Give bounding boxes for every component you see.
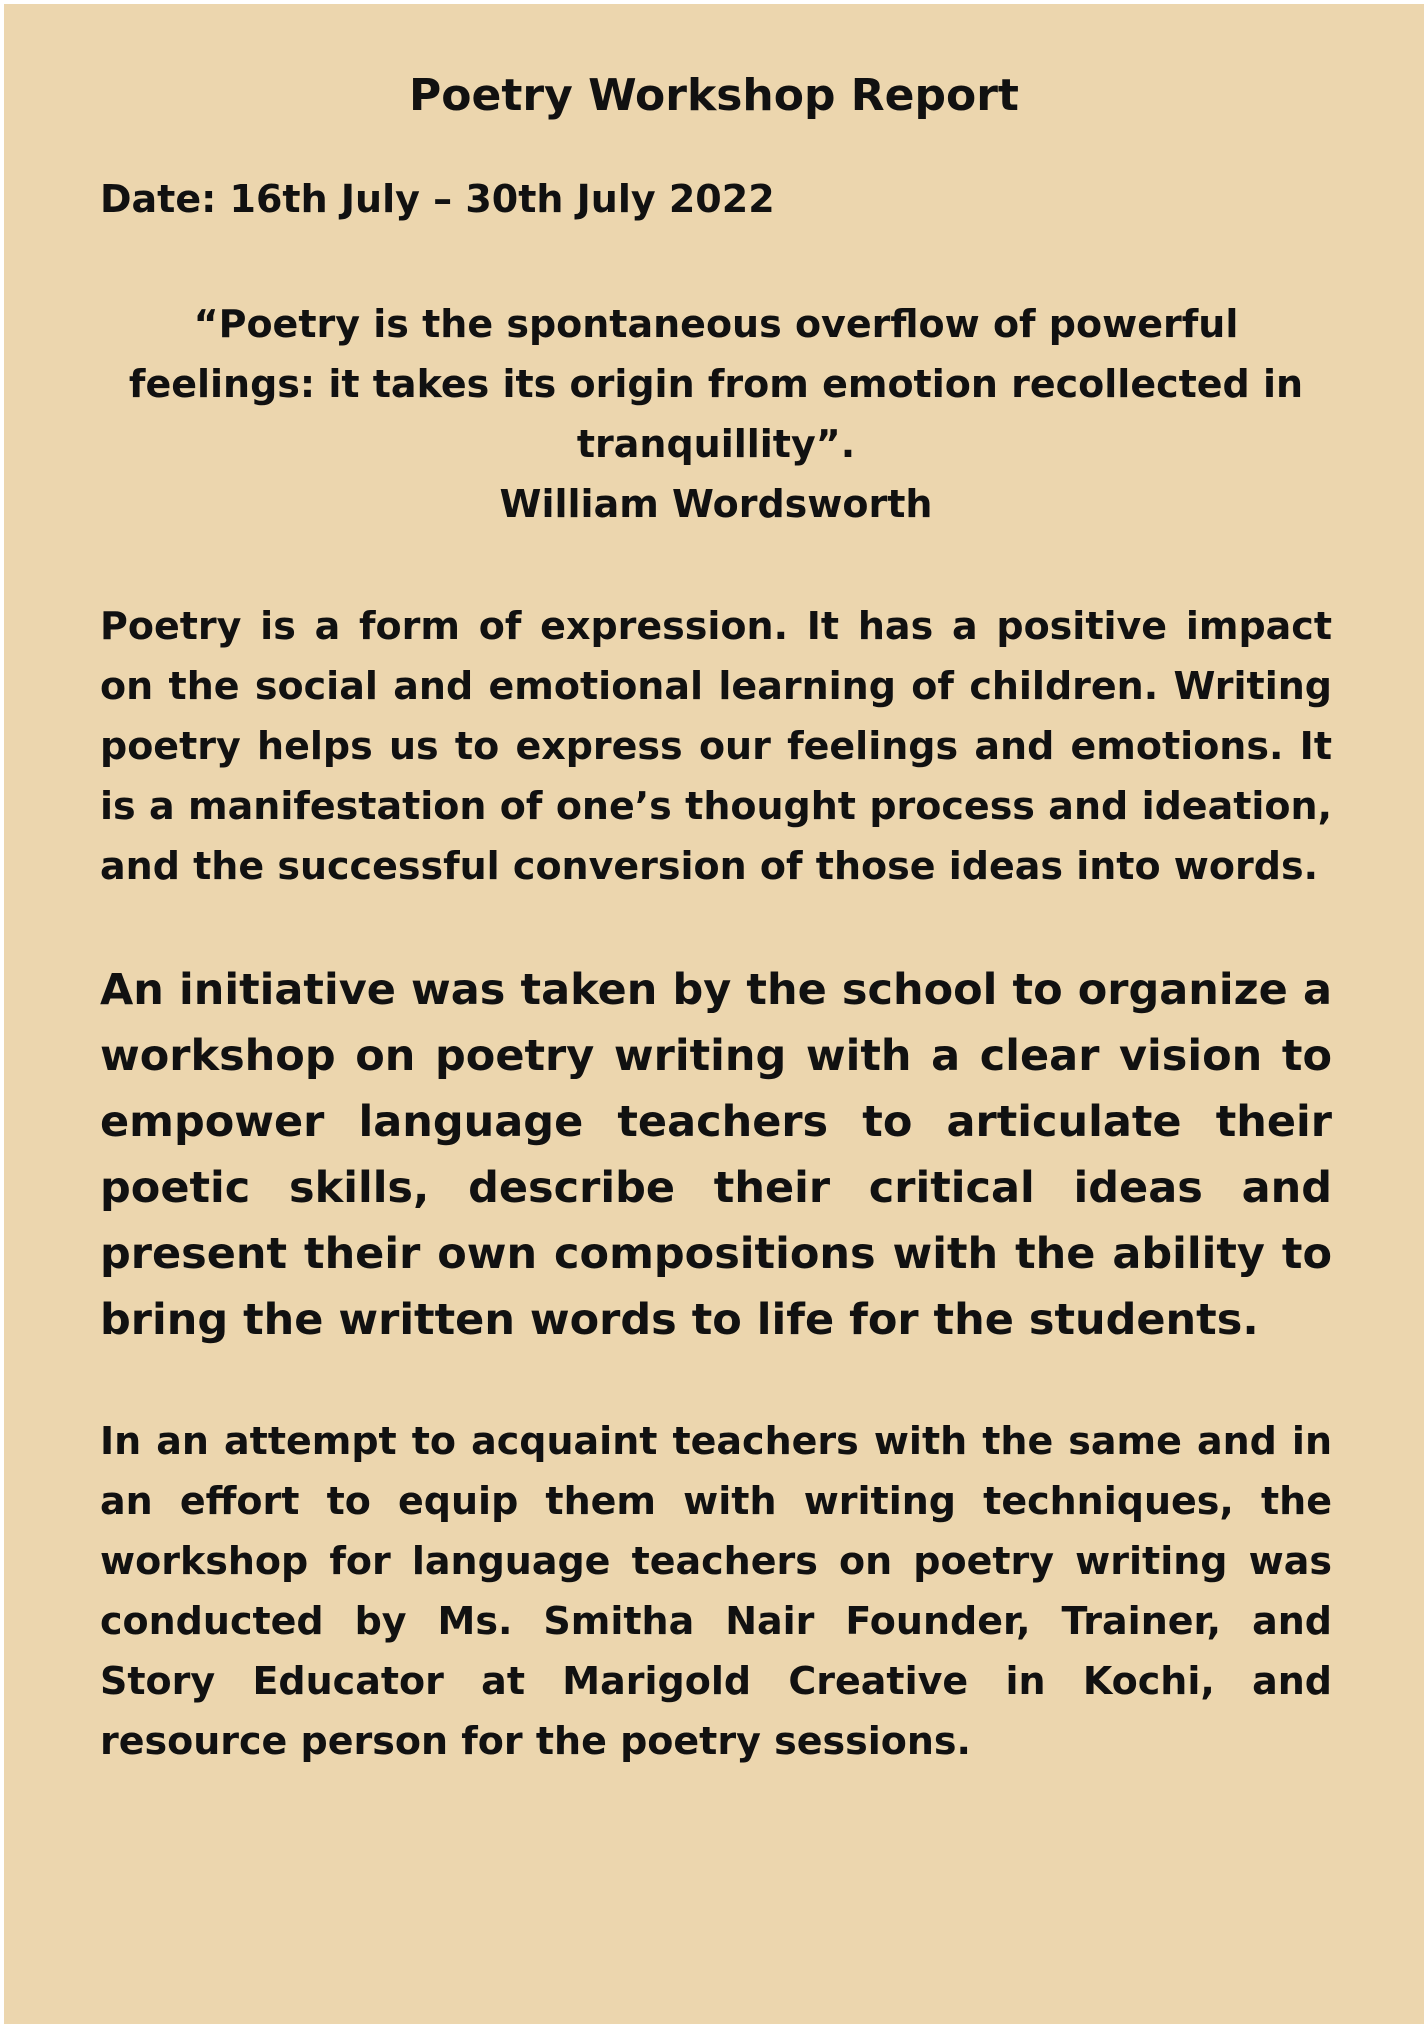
report-page xyxy=(4,4,1424,2024)
paragraph-intro: Poetry is a form of expression. It has a positive impact on the social and emotional learning of children. Writing poetry helps us to express our feelings and emotions. It is a manifestation of one’s thought process and ideation, and the successful conversion of those ideas into words. xyxy=(100,604,1332,888)
paragraph-workshop-details: In an attempt to acquaint teachers with the same and in an effort to equip them with writing techniques, the workshop for language teachers on poetry writing was conducted by Ms. Smitha Nair Founder, Trainer, and Story Educator at Marigold Creative in Kochi, and resource person for the poetry sessions. xyxy=(100,1419,1332,1763)
paragraph-initiative: An initiative was taken by the school to organize a workshop on poetry writing with a clear vision to empower language teachers to articulate their poetic skills, describe their critical ideas and present their own compositions with the ability to bring the written words to life for the students. xyxy=(100,965,1332,1345)
quote-author: William Wordsworth xyxy=(499,482,933,526)
report-title: Poetry Workshop Report xyxy=(409,70,1019,121)
quote-text: “Poetry is the spontaneous overflow of powerful feelings: it takes its origin from emotion recollected in tranquillity”. xyxy=(128,302,1304,466)
report-date: Date: 16th July – 30th July 2022 xyxy=(100,177,775,221)
quote-block xyxy=(100,294,1332,534)
